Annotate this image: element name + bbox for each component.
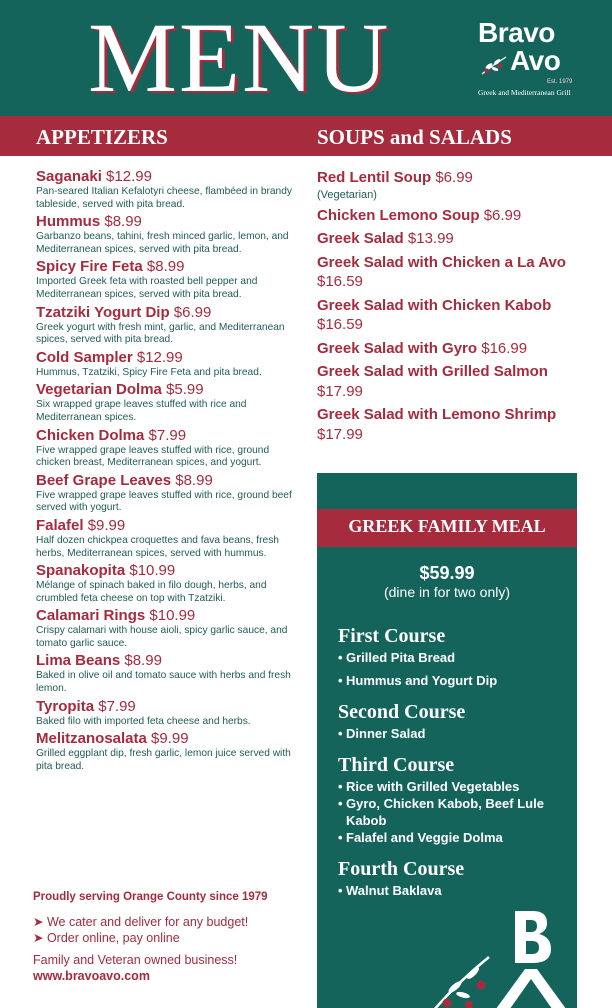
menu-item: [36, 652, 304, 695]
soups-salads-list: [317, 168, 577, 448]
item-name: Chicken Lemono Soup: [317, 206, 480, 224]
menu-item: [317, 168, 577, 202]
menu-item: [36, 381, 304, 424]
course-item: • Hummus and Yogurt Dip: [338, 672, 573, 689]
item-price: $9.99: [151, 730, 189, 748]
item-price: $16.59: [317, 273, 363, 290]
course-title: Second Course: [338, 701, 466, 723]
item-price: $7.99: [98, 697, 136, 715]
course-title: Third Course: [338, 754, 455, 776]
item-price: $6.99: [483, 206, 522, 224]
item-description: Imported Greek feta with roasted bell pepper and Mediterranean spices, served with pita bread.: [36, 276, 258, 300]
menu-item: [317, 362, 577, 401]
item-description: Hummus, Tzatziki, Spicy Fire Feta and pita bread.: [36, 366, 262, 378]
section-bar: [0, 116, 612, 156]
item-price: $17.99: [317, 382, 363, 400]
course-item: • Grilled Pita Bread: [338, 649, 573, 666]
course-item: • Gyro, Chicken Kabob, Beef Lule Kabob: [338, 795, 573, 829]
item-description: Half dozen chickpea croquettes and fava beans, fresh herbs, Mediterranean spices, served with hummus.: [36, 534, 279, 559]
item-price: $16.59: [317, 316, 363, 333]
course-item: • Rice with Grilled Vegetables: [338, 778, 573, 795]
item-name: Hummus: [36, 213, 101, 231]
soups-salads-heading: SOUPS and SALADS: [317, 125, 512, 149]
menu-item: [36, 427, 304, 470]
menu-item: [36, 607, 304, 650]
course-item: • Falafel and Veggie Dolma: [338, 829, 573, 846]
course-item: • Walnut Baklava: [338, 882, 573, 899]
menu-item: [36, 517, 304, 560]
item-name: Greek Salad with Chicken a La Avo: [317, 253, 566, 271]
item-name: Spanakopita: [36, 562, 126, 580]
footer-tagline: Proudly serving Orange County since 1979: [33, 891, 268, 903]
item-price: $10.99: [149, 607, 196, 625]
course-list: [338, 623, 573, 899]
logo: [470, 18, 582, 102]
item-description: Mélange of spinach baked in filo dough, herbs, and crumbled feta cheese on top with Tzatziki.: [36, 580, 267, 604]
family-meal-title: GREEK FAMILY MEAL: [348, 516, 546, 536]
logo-word-bravo: Bravo: [478, 17, 555, 48]
page-title: MENU: [88, 2, 391, 113]
item-name: Lima Beans: [36, 652, 121, 670]
item-name: Greek Salad: [317, 230, 404, 247]
item-price: $17.99: [317, 425, 363, 443]
item-name: Beef Grape Leaves: [36, 471, 172, 489]
item-description: Five wrapped grape leaves stuffed with rice, ground beef served with yogurt.: [36, 489, 292, 514]
item-price: $8.99: [175, 471, 213, 489]
course-title: First Course: [338, 625, 446, 647]
family-meal-note: (dine in for two only): [383, 584, 511, 600]
website-link[interactable]: www.bravoavo.com: [33, 969, 150, 983]
item-description: Baked in olive oil and tomato sauce with herbs and fresh lemon.: [36, 670, 291, 695]
item-name: Vegetarian Dolma: [36, 381, 162, 399]
item-name: Tzatziki Yogurt Dip: [36, 303, 170, 321]
menu-item: [317, 229, 577, 249]
menu-item: [36, 258, 304, 301]
item-name: Red Lentil Soup: [317, 169, 432, 186]
menu-item: [36, 168, 304, 211]
item-price: $12.99: [136, 348, 183, 366]
item-note: (Vegetarian): [317, 188, 377, 201]
item-name: Tyropita: [36, 697, 95, 715]
menu-item: [317, 296, 577, 335]
menu-item: [317, 253, 577, 292]
footer-catering: ➤ We cater and deliver for any budget!: [33, 915, 249, 929]
menu-item: [36, 472, 304, 515]
menu-item: [317, 405, 577, 444]
item-name: Calamari Rings: [36, 607, 146, 625]
logo-monogram-icon: [429, 903, 577, 1008]
item-description: Baked filo with imported feta cheese and herbs.: [36, 715, 251, 727]
course-title: Fourth Course: [338, 858, 465, 880]
menu-item: [36, 698, 304, 729]
item-name: Spicy Fire Feta: [36, 258, 143, 276]
item-price: $8.99: [146, 258, 185, 276]
item-price: $9.99: [87, 516, 126, 534]
item-description: Five wrapped grape leaves stuffed with rice, ground chicken breast, Mediterranean spices, and yogurt.: [36, 444, 270, 469]
item-name: Falafel: [36, 516, 84, 534]
item-description: Six wrapped grape leaves stuffed with rice and Mediterranean spices.: [36, 399, 247, 423]
item-price: $16.99: [481, 339, 528, 357]
menu-item: [36, 562, 304, 605]
header: [0, 0, 612, 116]
menu-item: [317, 206, 577, 226]
footer: [33, 890, 313, 984]
family-meal-price: $59.99: [419, 563, 475, 583]
family-meal-bar: [317, 509, 577, 547]
footer-order-online: ➤ Order online, pay online: [33, 931, 180, 945]
item-description: Grilled eggplant dip, fresh garlic, lemon juice served with pita bread.: [36, 748, 291, 772]
footer-family-owned: Family and Veteran owned business!: [33, 953, 238, 967]
logo-tagline: Greek and Mediterranean Grill: [478, 88, 571, 97]
item-name: Greek Salad with Grilled Salmon: [317, 363, 548, 380]
menu-item: [36, 730, 304, 773]
item-description: Garbanzo beans, tahini, fresh minced garlic, lemon, and Mediterranean spices, served with pita bread.: [36, 231, 289, 255]
logo-word-avo: Avo: [510, 45, 561, 76]
menu-item: [36, 304, 304, 347]
olive-branch-icon: [480, 54, 508, 76]
item-description: Greek yogurt with fresh mint, garlic, and Mediterranean spices, served with pita bread.: [36, 321, 285, 346]
item-price: $10.99: [129, 562, 176, 580]
appetizers-heading: APPETIZERS: [36, 125, 168, 149]
item-name: Cold Sampler: [36, 348, 133, 366]
item-name: Chicken Dolma: [36, 426, 145, 444]
item-description: Pan-seared Italian Kefalotyri cheese, flambéed in brandy tableside, served with pita bread.: [36, 186, 292, 210]
item-price: $8.99: [104, 213, 142, 231]
menu-item: [36, 213, 304, 256]
item-price: $6.99: [435, 169, 473, 186]
item-price: $13.99: [407, 230, 454, 247]
item-price: $6.99: [173, 303, 212, 321]
family-meal-panel: [317, 473, 577, 1008]
item-name: Greek Salad with Gyro: [317, 339, 478, 357]
menu-item: [317, 339, 577, 359]
menu-item: [36, 349, 304, 380]
logo-est: Est. 1979: [547, 79, 573, 85]
item-name: Saganaki: [36, 168, 102, 185]
item-price: $5.99: [166, 381, 204, 399]
item-name: Greek Salad with Lemono Shrimp: [317, 406, 557, 423]
item-price: $8.99: [124, 652, 162, 670]
item-name: Melitzanosalata: [36, 730, 147, 748]
appetizers-list: [36, 168, 304, 775]
item-price: $12.99: [106, 168, 152, 185]
course-item: • Dinner Salad: [338, 725, 573, 742]
item-description: Crispy calamari with house aioli, spicy garlic sauce, and tomato garlic sauce.: [36, 625, 288, 649]
item-name: Greek Salad with Chicken Kabob: [317, 296, 552, 314]
item-price: $7.99: [148, 426, 187, 444]
